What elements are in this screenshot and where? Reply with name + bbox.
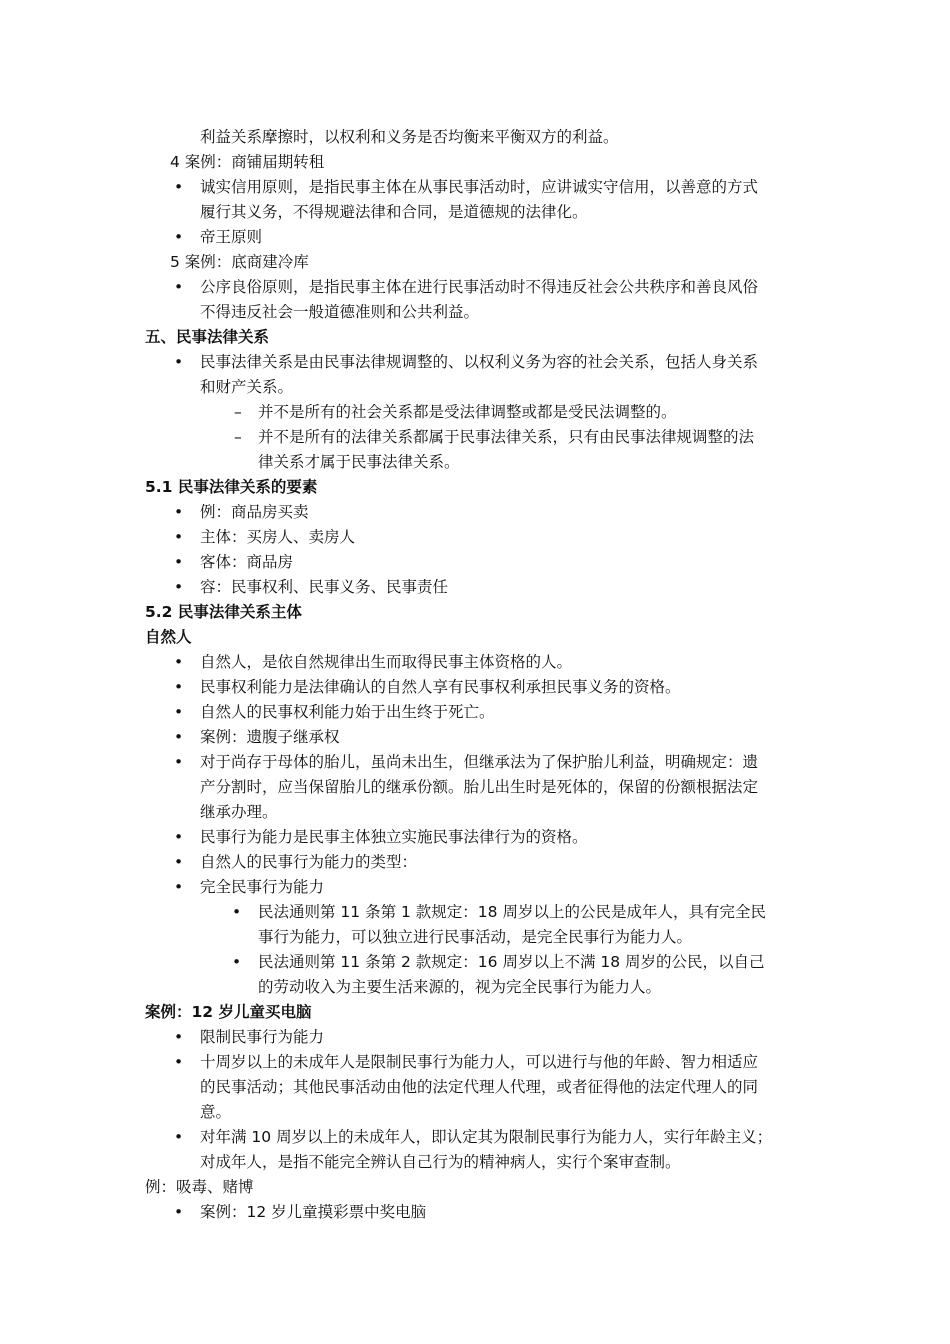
paragraph-line: 利益关系摩擦时，以权利和义务是否均衡来平衡双方的利益。 bbox=[200, 128, 619, 146]
sub-list-item-continuation: 律关系才属于民事法律关系。 bbox=[258, 453, 460, 471]
bullet-marker: • bbox=[174, 228, 184, 246]
sub-list-item: 民法通则第 11 条第 2 款规定：16 周岁以上不满 18 周岁的公民，以自己 bbox=[258, 953, 765, 971]
list-item: 限制民事行为能力 bbox=[200, 1028, 325, 1046]
topic-heading: 自然人 bbox=[145, 628, 192, 646]
bullet-marker: • bbox=[174, 503, 184, 521]
dash-marker: – bbox=[234, 428, 242, 446]
list-item-continuation: 不得违反社会一般道德准则和公共利益。 bbox=[200, 303, 480, 321]
list-item: 案例：12 岁儿童摸彩票中奖电脑 bbox=[200, 1203, 427, 1221]
bullet-marker: • bbox=[174, 1203, 184, 1221]
bullet-marker: • bbox=[174, 553, 184, 571]
sub-list-item-continuation: 事行为能力，可以独立进行民事活动，是完全民事行为能力人。 bbox=[258, 928, 693, 946]
list-item-continuation: 履行其义务，不得规避法律和合同，是道德规的法律化。 bbox=[200, 203, 588, 221]
list-item: 自然人的民事行为能力的类型： bbox=[200, 853, 418, 871]
sub-list-item-continuation: 的劳动收入为主要生活来源的，视为完全民事行为能力人。 bbox=[258, 978, 662, 996]
bullet-marker: • bbox=[174, 878, 184, 896]
bullet-marker: • bbox=[232, 903, 242, 921]
bullet-marker: • bbox=[174, 653, 184, 671]
list-item: 主体：买房人、卖房人 bbox=[200, 528, 356, 546]
list-item-continuation: 产分割时，应当保留胎儿的继承份额。胎儿出生时是死体的，保留的份额根据法定 bbox=[200, 778, 759, 796]
bullet-marker: • bbox=[174, 578, 184, 596]
bullet-marker: • bbox=[174, 1028, 184, 1046]
bullet-marker: • bbox=[174, 178, 184, 196]
bullet-marker: • bbox=[174, 853, 184, 871]
list-item: 诚实信用原则，是指民事主体在从事民事活动时，应讲诚实守信用，以善意的方式 bbox=[200, 178, 759, 196]
bullet-marker: • bbox=[174, 278, 184, 296]
case-title: 案例：12 岁儿童买电脑 bbox=[145, 1003, 312, 1021]
list-item: 客体：商品房 bbox=[200, 553, 294, 571]
bullet-marker: • bbox=[174, 528, 184, 546]
case-heading: 4 案例：商铺届期转租 bbox=[170, 153, 325, 171]
subsection-heading: 5.2 民事法律关系主体 bbox=[145, 603, 302, 621]
sub-list-item: 并不是所有的法律关系都属于民事法律关系，只有由民事法律规调整的法 bbox=[258, 428, 755, 446]
dash-marker: – bbox=[234, 403, 242, 421]
bullet-marker: • bbox=[232, 953, 242, 971]
sub-list-item: 民法通则第 11 条第 1 款规定：18 周岁以上的公民是成年人，具有完全民 bbox=[258, 903, 766, 921]
list-item: 民事法律关系是由民事法律规调整的、以权利义务为容的社会关系，包括人身关系 bbox=[200, 353, 759, 371]
sub-list-item: 并不是所有的社会关系都是受法律调整或都是受民法调整的。 bbox=[258, 403, 677, 421]
list-item: 十周岁以上的未成年人是限制民事行为能力人，可以进行与他的年龄、智力相适应 bbox=[200, 1053, 759, 1071]
bullet-marker: • bbox=[174, 353, 184, 371]
list-item: 完全民事行为能力 bbox=[200, 878, 325, 896]
case-heading: 5 案例：底商建冷库 bbox=[170, 253, 309, 271]
list-item: 民事行为能力是民事主体独立实施民事法律行为的资格。 bbox=[200, 828, 588, 846]
list-item: 容：民事权利、民事义务、民事责任 bbox=[200, 578, 449, 596]
list-item: 民事权利能力是法律确认的自然人享有民事权利承担民事义务的资格。 bbox=[200, 678, 681, 696]
list-item-continuation: 意。 bbox=[200, 1103, 232, 1121]
bullet-marker: • bbox=[174, 753, 184, 771]
section-heading: 五、民事法律关系 bbox=[145, 328, 270, 346]
list-item: 对于尚存于母体的胎儿，虽尚未出生，但继承法为了保护胎儿利益，明确规定：遗 bbox=[200, 753, 759, 771]
bullet-marker: • bbox=[174, 703, 184, 721]
list-item-continuation: 继承办理。 bbox=[200, 803, 278, 821]
list-item: 帝王原则 bbox=[200, 228, 263, 246]
list-item: 例：商品房买卖 bbox=[200, 503, 309, 521]
list-item-continuation: 和财产关系。 bbox=[200, 378, 294, 396]
subsection-heading: 5.1 民事法律关系的要素 bbox=[145, 478, 318, 496]
list-item: 自然人，是依自然规律出生而取得民事主体资格的人。 bbox=[200, 653, 573, 671]
bullet-marker: • bbox=[174, 1128, 184, 1146]
list-item: 自然人的民事权利能力始于出生终于死亡。 bbox=[200, 703, 495, 721]
bullet-marker: • bbox=[174, 1053, 184, 1071]
list-item-continuation: 对成年人，是指不能完全辨认自己行为的精神病人，实行个案审查制。 bbox=[200, 1153, 681, 1171]
bullet-marker: • bbox=[174, 728, 184, 746]
bullet-marker: • bbox=[174, 828, 184, 846]
example-line: 例：吸毒、赌博 bbox=[145, 1178, 254, 1196]
list-item: 对年满 10 周岁以上的未成年人，即认定其为限制民事行为能力人，实行年龄主义； bbox=[200, 1128, 773, 1146]
list-item: 案例：遗腹子继承权 bbox=[200, 728, 340, 746]
list-item: 公序良俗原则，是指民事主体在进行民事活动时不得违反社会公共秩序和善良风俗 bbox=[200, 278, 759, 296]
list-item-continuation: 的民事活动；其他民事活动由他的法定代理人代理，或者征得他的法定代理人的同 bbox=[200, 1078, 759, 1096]
bullet-marker: • bbox=[174, 678, 184, 696]
